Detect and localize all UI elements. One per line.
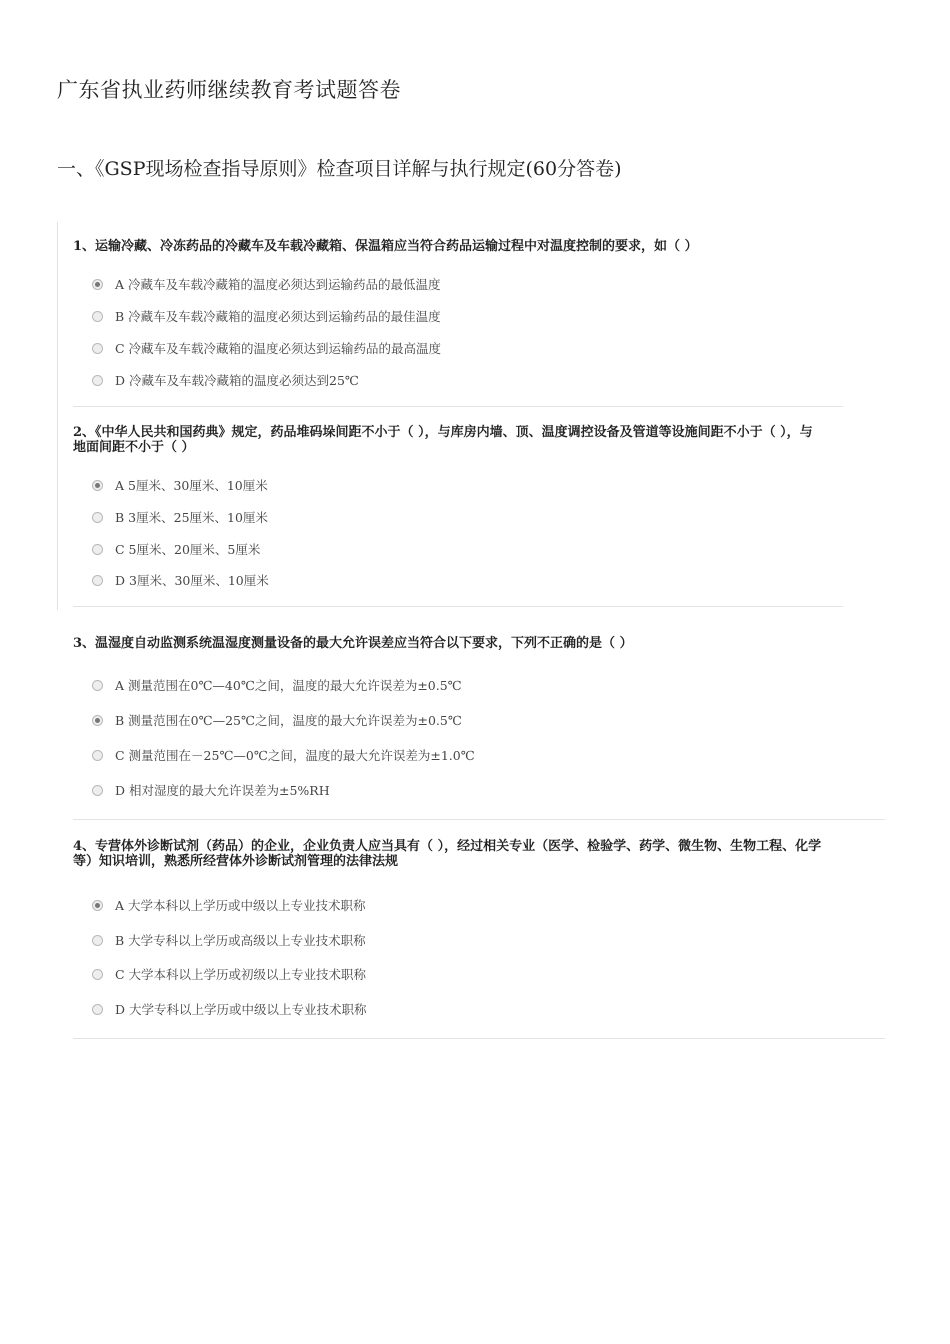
question-3-option-b[interactable]	[92, 711, 462, 729]
option-label: B 测量范围在0℃—25℃之间，温度的最大允许误差为±0.5℃	[115, 713, 462, 728]
question-1-text: 1、运输冷藏、冷冻药品的冷藏车及车载冷藏箱、保温箱应当符合药品运输过程中对温度控制的要求，如（ ）	[73, 239, 698, 254]
question-divider	[73, 819, 885, 820]
radio-icon[interactable]	[92, 785, 103, 796]
question-2-option-b[interactable]	[92, 508, 268, 526]
question-4-line-1: 4、专营体外诊断试剂（药品）的企业，企业负责人应当具有（ ），经过相关专业（医学、检验学、药学、微生物、生物工程、化学	[73, 839, 822, 854]
question-1-option-a[interactable]	[92, 275, 441, 293]
question-3-text: 3、温湿度自动监测系统温湿度测量设备的最大允许误差应当符合以下要求，下列不正确的是（ ）	[73, 636, 633, 651]
option-label: C 大学本科以上学历或初级以上专业技术职称	[115, 967, 367, 982]
option-label: C 冷藏车及车载冷藏箱的温度必须达到运输药品的最高温度	[115, 341, 442, 356]
radio-icon[interactable]	[92, 1004, 103, 1015]
radio-icon[interactable]	[92, 311, 103, 322]
question-3-option-a[interactable]	[92, 676, 462, 694]
question-2-option-d[interactable]	[92, 571, 269, 589]
section-title: 一、《GSP现场检查指导原则》检查项目详解与执行规定(60分答卷)	[57, 158, 622, 180]
question-block-border	[57, 222, 58, 610]
option-label: B 3厘米、25厘米、10厘米	[115, 510, 268, 525]
question-1-option-c[interactable]	[92, 339, 441, 357]
option-label: B 大学专科以上学历或高级以上专业技术职称	[115, 933, 366, 948]
option-label: D 相对湿度的最大允许误差为±5%RH	[115, 783, 330, 798]
option-label: A 冷藏车及车载冷藏箱的温度必须达到运输药品的最低温度	[115, 277, 441, 292]
radio-icon[interactable]	[92, 935, 103, 946]
question-2-option-c[interactable]	[92, 540, 260, 558]
question-3-option-c[interactable]	[92, 746, 475, 764]
radio-checked-icon[interactable]	[92, 900, 103, 911]
question-2-line-1: 2、《中华人民共和国药典》规定，药品堆码垛间距不小于（ ），与库房内墙、顶、温度调控设备及管道等设施间距不小于（ ），与	[73, 425, 813, 440]
question-divider	[73, 406, 843, 407]
radio-icon[interactable]	[92, 343, 103, 354]
option-label: A 测量范围在0℃—40℃之间，温度的最大允许误差为±0.5℃	[115, 678, 462, 693]
radio-icon[interactable]	[92, 750, 103, 761]
question-1-option-b[interactable]	[92, 307, 441, 325]
option-label: C 5厘米、20厘米、5厘米	[115, 542, 261, 557]
document-title: 广东省执业药师继续教育考试题答卷	[57, 78, 401, 102]
radio-icon[interactable]	[92, 969, 103, 980]
option-label: D 冷藏车及车载冷藏箱的温度必须达到25℃	[115, 373, 359, 388]
question-4-option-d[interactable]	[92, 1000, 367, 1018]
option-label: A 5厘米、30厘米、10厘米	[115, 478, 268, 493]
question-2-line-2: 地面间距不小于（ ）	[73, 440, 195, 455]
radio-icon[interactable]	[92, 680, 103, 691]
radio-icon[interactable]	[92, 575, 103, 586]
question-4-option-a[interactable]	[92, 896, 366, 914]
question-1-option-d[interactable]	[92, 371, 359, 389]
radio-checked-icon[interactable]	[92, 279, 103, 290]
question-4-option-b[interactable]	[92, 931, 366, 949]
option-label: A 大学本科以上学历或中级以上专业技术职称	[115, 898, 366, 913]
option-label: C 测量范围在－25℃—0℃之间，温度的最大允许误差为±1.0℃	[115, 748, 475, 763]
question-divider	[73, 606, 843, 607]
question-4-option-c[interactable]	[92, 965, 366, 983]
option-label: B 冷藏车及车载冷藏箱的温度必须达到运输药品的最佳温度	[115, 309, 441, 324]
radio-checked-icon[interactable]	[92, 480, 103, 491]
question-2-option-a[interactable]	[92, 476, 268, 494]
question-4-line-2: 等）知识培训，熟悉所经营体外诊断试剂管理的法律法规	[73, 854, 399, 869]
option-label: D 3厘米、30厘米、10厘米	[115, 573, 269, 588]
option-label: D 大学专科以上学历或中级以上专业技术职称	[115, 1002, 367, 1017]
radio-checked-icon[interactable]	[92, 715, 103, 726]
radio-icon[interactable]	[92, 544, 103, 555]
radio-icon[interactable]	[92, 375, 103, 386]
question-4-text	[73, 839, 888, 869]
question-3-option-d[interactable]	[92, 781, 330, 799]
question-divider	[73, 1038, 885, 1039]
radio-icon[interactable]	[92, 512, 103, 523]
question-2-text	[73, 425, 848, 455]
